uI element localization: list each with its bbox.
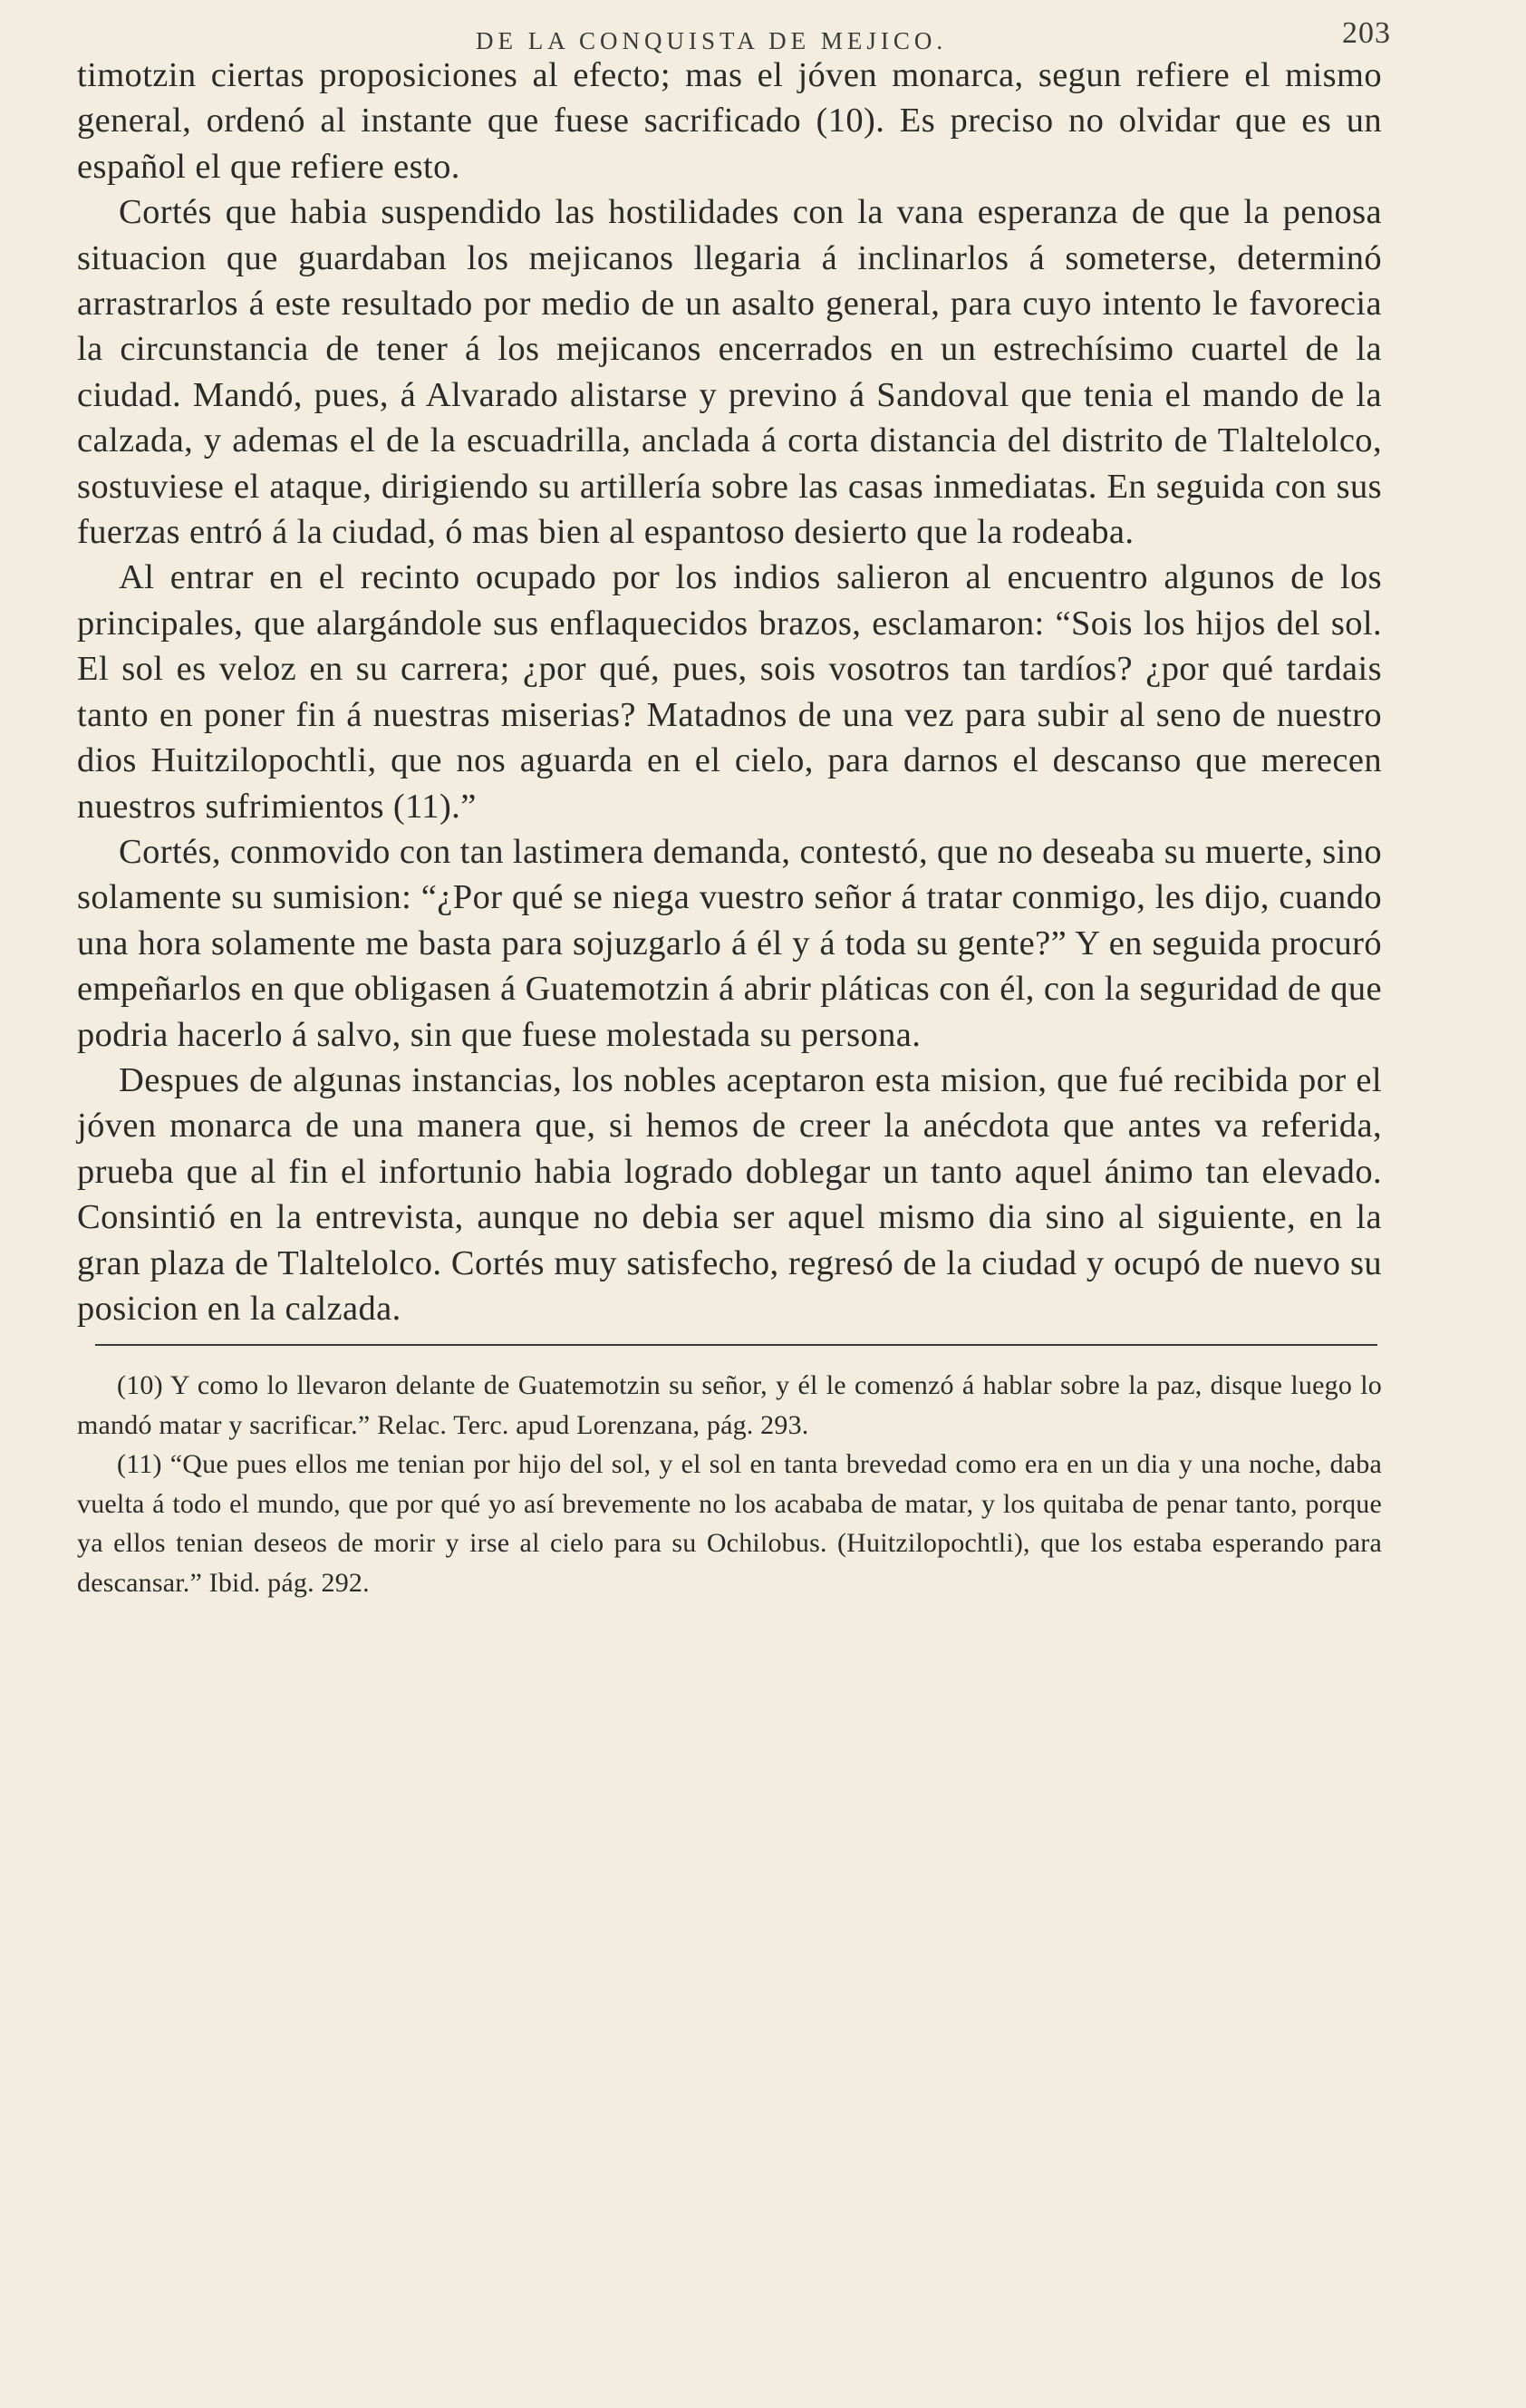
paragraph: Cortés, conmovido con tan lastimera demanda, contestó, que no deseaba su muerte, sino solamente su sumision: “¿Por qué se niega vuestro señor á tratar conmigo, les dijo, cuando una hora solamente me basta para sojuzgarlo á él y á toda su gente?” Y en seguida procuró empeñarlos en que obligasen á Guatemotzin á abrir pláticas con él, con la seguridad de que podria hacerlo á salvo, sin que fuese molestada su persona. (77, 832, 1382, 1054)
paragraph: Cortés que habia suspendido las hostilidades con la vana esperanza de que la penosa situacion que guardaban los mejicanos llegaria á inclinarlos á someterse, determinó arrastrarlos á este resultado por medio de un asalto general, para cuyo intento le favorecia la circunstancia de tener á los mejicanos encerrados en un estrechísimo cuartel de la ciudad. Mandó, pues, á Alvarado alistarse y previno á Sandoval que tenia el mando de la calzada, y ademas el de la escuadrilla, anclada á corta distancia del distrito de Tlaltelolco, sostuviese el ataque, dirigiendo su artillería sobre las casas inmediatas. En seguida con sus fuerzas entró á la ciudad, ó mas bien al espantoso desierto que la rodeaba. (77, 193, 1382, 552)
book-page (77, 13, 1391, 1602)
paragraph: Al entrar en el recinto ocupado por los indios salieron al encuentro algunos de los principales, que alargándole sus enflaquecidos brazos, esclamaron: “Sois los hijos del sol. El sol es veloz en su carrera; ¿por qué, pues, sois vosotros tan tardíos? ¿por qué tardais tanto en poner fin á nuestras miserias? Matadnos de una vez para subir al seno de nuestro dios Huitzilopochtli, que nos aguarda en el cielo, para darnos el descanso que merecen nuestros sufrimientos (11).” (77, 558, 1382, 826)
footnote: (11) “Que pues ellos me tenian por hijo del sol, y el sol en tanta brevedad como era en un dia y una noche, daba vuelta á todo el mundo, que por qué yo así brevemente no los acababa de matar, y los quitaba de penar tanto, porque ya ellos tenian deseos de morir y irse al cielo para su Ochilobus. (Huitzilopochtli), que los estaba esperando para descansar.” Ibid. pág. 292. (77, 1449, 1382, 1598)
running-title: DE LA CONQUISTA DE MEJICO. (476, 27, 948, 54)
paragraph: timotzin ciertas proposiciones al efecto; mas el jóven monarca, segun refiere el mismo general, ordenó al instante que fuese sacrificado (10). Es preciso no olvidar que es un español el que refiere esto. (77, 56, 1382, 186)
footnotes (77, 1366, 1382, 1602)
footnote-divider (95, 1344, 1377, 1346)
running-head (77, 13, 1391, 54)
body-text (77, 53, 1382, 1331)
page-number: 203 (1342, 16, 1391, 50)
paragraph: Despues de algunas instancias, los nobles aceptaron esta mision, que fué recibida por el jóven monarca de una manera que, si hemos de creer la anécdota que antes va referida, prueba que al fin el infortunio habia logrado doblegar un tanto aquel ánimo tan elevado. Consintió en la entrevista, aunque no debia ser aquel mismo dia sino al siguiente, en la gran plaza de Tlaltelolco. Cortés muy satisfecho, regresó de la ciudad y ocupó de nuevo su posicion en la calzada. (77, 1060, 1382, 1328)
footnote: (10) Y como lo llevaron delante de Guatemotzin su señor, y él le comenzó á hablar sobre la paz, disque luego lo mandó matar y sacrificar.” Relac. Terc. apud Lorenzana, pág. 293. (77, 1370, 1382, 1440)
